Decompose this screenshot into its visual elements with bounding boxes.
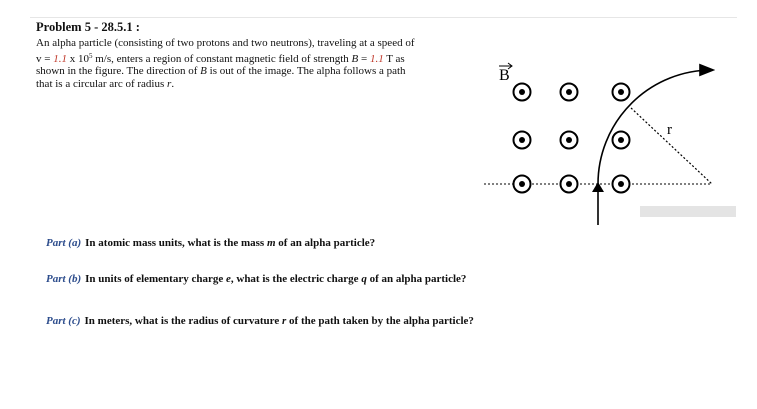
- field-label: B: [499, 67, 510, 84]
- statement-line-2: v = 1.1 x $10^5$ m/s, enters a region of constant magnetic field of strength B = 1.1 T as: [36, 51, 405, 65]
- field-out-icon: [561, 132, 578, 149]
- radius-label: r: [667, 122, 672, 138]
- field-out-icon: [561, 84, 578, 101]
- magnetic-field-diagram: [480, 40, 720, 230]
- statement-line-4: that is a circular arc of radius r.: [36, 77, 175, 90]
- statement-line-3: shown in the figure. The direction of B is out of the image. The alpha follows a path: [36, 65, 406, 78]
- part-a-label: Part (a): [46, 237, 82, 249]
- field-out-icon: [514, 84, 531, 101]
- part-c-label: Part (c): [46, 315, 81, 327]
- top-divider: [30, 17, 737, 18]
- field-out-icon: [613, 84, 630, 101]
- problem-statement: [36, 37, 466, 90]
- field-out-icon: [514, 132, 531, 149]
- field-out-icon: [561, 176, 578, 193]
- field-value: 1.1: [369, 52, 384, 65]
- speed-value: 1.1: [53, 52, 67, 65]
- field-out-icon: [613, 176, 630, 193]
- part-a[interactable]: Part (a) In atomic mass units, what is the mass m of an alpha particle?: [46, 237, 376, 249]
- redacted-box: [640, 206, 736, 217]
- speed-exponent: 5: [88, 51, 93, 60]
- problem-title: Problem 5 - 28.5.1 :: [36, 20, 140, 34]
- field-out-icon: [514, 176, 531, 193]
- part-b[interactable]: Part (b) In units of elementary charge e, what is the electric charge q of an alpha particle?: [46, 273, 467, 285]
- statement-line-1: An alpha particle (consisting of two protons and two neutrons), traveling at a speed of: [36, 37, 415, 49]
- part-b-label: Part (b): [46, 273, 82, 285]
- part-c[interactable]: Part (c) In meters, what is the radius of curvature r of the path taken by the alpha particle?: [46, 315, 474, 327]
- radius-line: [631, 108, 712, 184]
- field-out-icon: [613, 132, 630, 149]
